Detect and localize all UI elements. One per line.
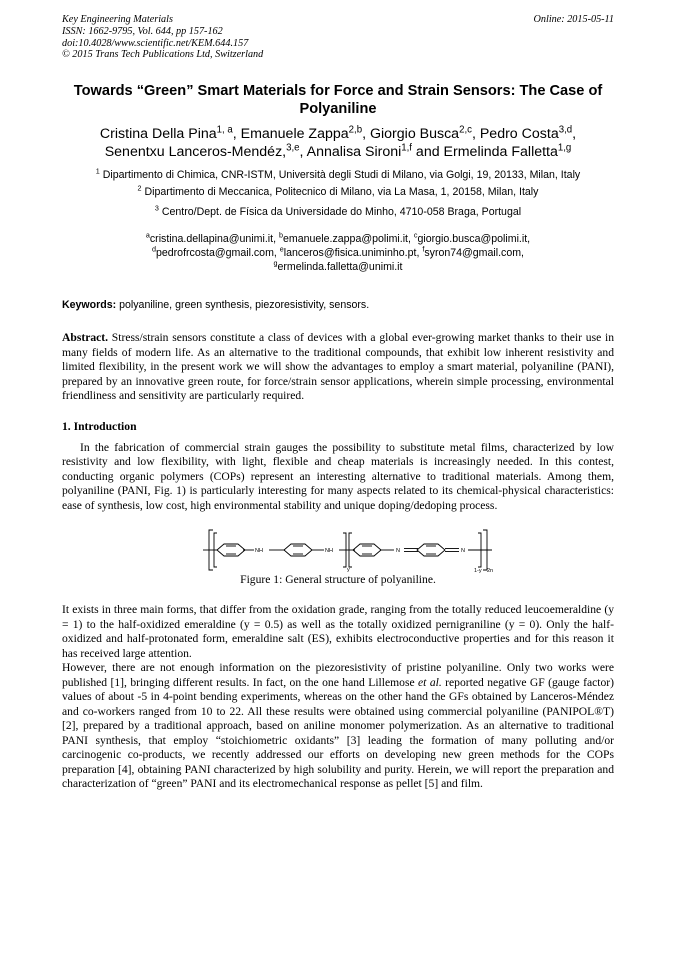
doi-line: doi:10.4028/www.scientific.net/KEM.644.157 (62, 37, 249, 49)
figure-1 (62, 527, 614, 573)
paper-title: Towards “Green” Smart Materials for Force and Strain Sensors: The Case of Polyaniline (73, 83, 603, 118)
email-address[interactable]: $^b$emanuele.zappa@polimi.it (279, 230, 408, 246)
email-address[interactable]: $^g$ermelinda.falletta@unimi.it (273, 258, 403, 274)
abstract (62, 331, 614, 404)
keywords-text: polyaniline, green synthesis, piezoresistivity, sensors. (116, 299, 370, 312)
n-label: N (396, 548, 400, 555)
n-label: N (461, 548, 465, 555)
journal-name: Key Engineering Materials (62, 14, 173, 25)
issn-line: ISSN: 1662-9795, Vol. 644, pp 157-162 (62, 25, 223, 37)
author: Cristina Della Pina$^{1, a}$ (99, 124, 233, 143)
section-heading: 1. Introduction (62, 419, 137, 433)
intro-paragraph: In the fabrication of commercial strain gauges the possibility to substitute metal films, characterized by low resistivity and low flexibility, with light, flexible and cheap materials is increasingly needed. In this contest, conducting organic polymers (COPs) represent an interesting alternative to traditional materials. Among them, polyaniline (PANI, Fig. 1) is particularly interesting for many aspects related to its chemical-physical characteristics: ease of synthesis, low cost, high environmental stability and unique doping/dedoping process. (62, 440, 614, 512)
polyaniline-structure (62, 527, 614, 573)
author: Emanuele Zappa$^{2,b}$ (240, 124, 363, 143)
affiliation: $^1$ Dipartimento di Chimica, CNR-ISTM, Università degli Studi di Milano, via Golgi, 19, 20133, Milan, Italy (95, 166, 581, 182)
nh-label: NH (255, 548, 263, 555)
email-address[interactable]: $^a$cristina.dellapina@unimi.it (145, 230, 274, 246)
abstract-text: Stress/strain sensors constitute a class of devices with a global ever-growing market thanks to their use in many fields of modern life. As an alternative to the traditional compounds, that exhibit low inherent resistivity and limited flexibility, in the present work we will show the advantages to employ a smart material, polyaniline (PANI), prepared by an innovative green route, for force/strain sensor applications, wherein simple processing, environmental friendliness and sensitivity are particularly required. (62, 331, 614, 403)
intro-paragraph: It exists in three main forms, that differ from the oxidation grade, ranging from the totally reduced leucoemeraldine (y = 1) to the half-oxidized emeraldine (y = 0.5) as well as the totally oxidized pernigraniline (y = 0). Only the half-oxidized and half-protonated form, emeraldine salt (ES), exhibits electroconductive properties and for this reason it has received large attention. (62, 603, 614, 660)
copyright-line: © 2015 Trans Tech Publications Ltd, Switzerland (62, 49, 264, 61)
online-date: Online: 2015-05-11 (533, 14, 614, 25)
affiliation: $^3$ Centro/Dept. de Física da Universidade do Minho, 4710-058 Braga, Portugal (154, 203, 522, 219)
abstract-label: Abstract. (62, 331, 109, 345)
keywords-label: Keywords: (62, 299, 117, 312)
author: Ermelinda Falletta$^{1,g}$ (443, 142, 572, 161)
email-address[interactable]: $^f$syron74@gmail.com, (422, 244, 525, 260)
affiliation: $^2$ Dipartimento di Meccanica, Politecnico di Milano, via La Masa, 1, 20158, Milan, Italy (137, 183, 539, 199)
keywords (62, 298, 614, 312)
author: Pedro Costa$^{3,d}$ (479, 124, 573, 143)
intro-paragraph: However, there are not enough information on the piezoresistivity of pristine polyaniline. Only two works were published [1], bringing different results. In fact, on the one hand Lillemose et al. reported negative GF (gauge factor) values of about -5 in 4-point bending experiments, whereas on the other hand the GFs obtained by Lanceros-Méndez and co-workers ranged from 10 to 22. All these results were obtained using commercial polyaniline (PANIPOL®T) [2], prepared by a traditional approach, based on aniline monomer polymerization. As an alternative to traditional PANI synthesis, that employ “stoichiometric oxidants” [3] leading the formation of many polluting and/or carcinogenic co-products, we recently addressed our efforts on developing new green methods for the COPs preparation [4], obtaining PANI characterized by high solubility and purity. Herein, we will report the preparation and characterization of “green” PANI and its electromechanical response as pellet [5] and film. (62, 661, 615, 791)
figure-caption: Figure 1: General structure of polyaniline. (240, 573, 436, 587)
author: Giorgio Busca$^{2,c}$ (369, 124, 472, 143)
email-list: $^a$cristina.dellapina@unimi.it, $^b$emanuele.zappa@polimi.it, $^c$giorgio.busca@polimi.it, $^d$pedrofrcosta@gmail.com, $^e$lanceros@fisica.uniminho.pt, $^f$syron74@gmail.com, $^g$ermelinda.falletta@unimi.it (145, 230, 531, 274)
nh-label: NH (325, 548, 333, 555)
y-subscript: y (347, 567, 350, 574)
author: Senentxu Lanceros-Mendéz,$^{3,e}$ (104, 142, 300, 161)
author: Annalisa Sironi$^{1,f}$ (306, 142, 412, 161)
email-address[interactable]: $^c$giorgio.busca@polimi.it, (413, 230, 531, 246)
author-list: Cristina Della Pina$^{1, a}$, Emanuele Zappa$^{2,b}$, Giorgio Busca$^{2,c}$, Pedro Costa$^{3,d}$, Senentxu Lanceros-Mendéz,$^{3,e}$, Annalisa Sironi$^{1,f}$ and Ermelinda Falletta$^{1,g}$ (99, 124, 577, 161)
paper-page (62, 14, 614, 792)
running-header (62, 14, 614, 61)
email-address[interactable]: $^e$lanceros@fisica.uniminho.pt (279, 244, 417, 260)
email-address[interactable]: $^d$pedrofrcosta@gmail.com (151, 244, 274, 260)
one-minus-y-subscript: 1-y (474, 568, 482, 574)
n-subscript: 2n (487, 568, 494, 574)
